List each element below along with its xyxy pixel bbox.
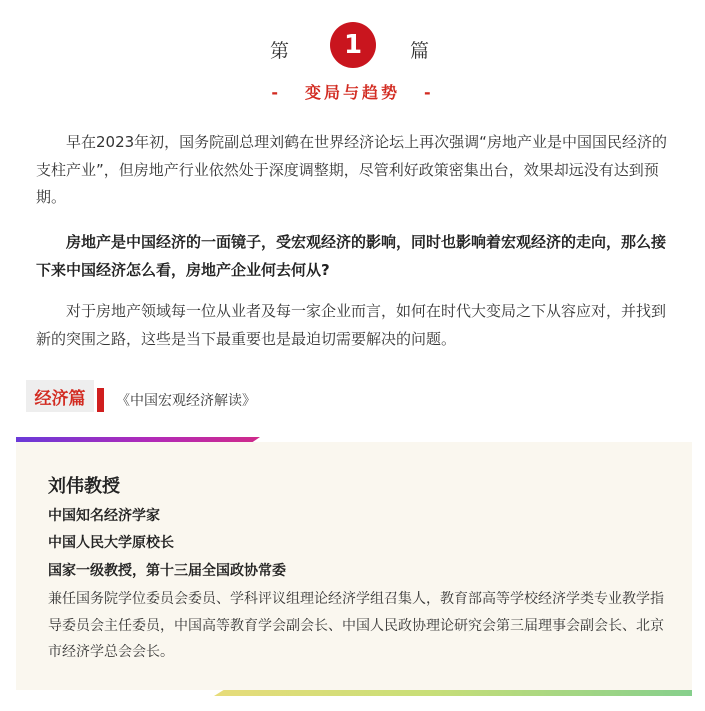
chapter-suffix: 篇 [410,40,430,62]
section-tag-accent-bar [97,388,104,412]
profile-title-3: 国家一级教授，第十三届全国政协常委 [48,563,286,579]
profile-title-1: 中国知名经济学家 [48,508,160,524]
chapter-subtitle-row [0,80,705,103]
intro-paragraph-1: 早在2023年初，国务院副总理刘鹤在世界经济论坛上再次强调“房地产业是中国国民经济的支柱产业”，但房地产行业依然处于深度调整期，尽管利好政策密集出台，效果却远没有达到预期。 [36,133,667,206]
chapter-subtitle: 变局与趋势 [304,83,400,102]
chapter-number-badge: 1 [330,22,376,68]
subtitle-dash-left: - [271,83,281,102]
profile-title-2: 中国人民大学原校长 [48,535,174,551]
intro-paragraph-2-bold: 房地产是中国经济的一面镜子，受宏观经济的影响，同时也影响着宏观经济的走向，那么接下来中国经济怎么看，房地产企业何去何从? [36,233,667,279]
chapter-header [0,22,705,78]
profile-name: 刘伟教授 [48,476,120,497]
chapter-prefix: 第 [270,40,290,62]
section-book-title: 《中国宏观经济解读》 [116,393,256,409]
subtitle-dash-right: - [424,83,434,102]
card-bottom-gradient-bar [214,690,692,696]
section-tag: 经济篇 [26,380,94,412]
profile-description: 兼任国务院学位委员会委员、学科评议组理论经济学组召集人，教育部高等学校经济学类专业教学指导委员会主任委员，中国高等教育学会副会长、中国人民政协理论研究会第三届理事会副会长、北京市经济学总会会长。 [48,591,664,660]
intro-paragraph-3: 对于房地产领域每一位从业者及每一家企业而言，如何在时代大变局之下从容应对，并找到新的突围之路，这些是当下最重要也是最迫切需要解决的问题。 [36,302,667,348]
